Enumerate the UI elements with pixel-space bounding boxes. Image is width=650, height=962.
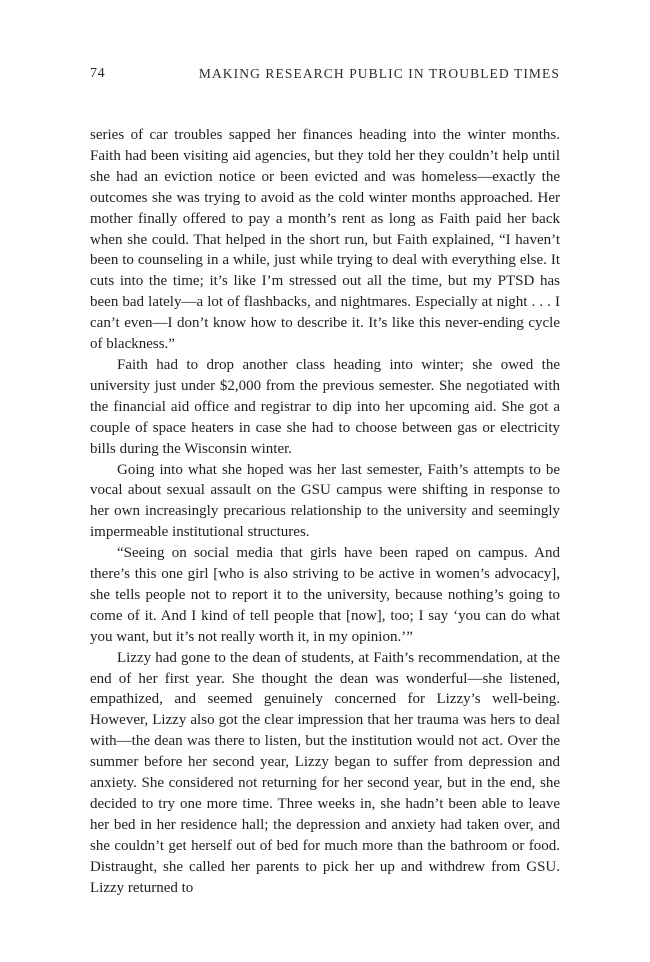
running-head: [90, 66, 560, 88]
page-number: 74: [90, 66, 106, 81]
body-text: [90, 125, 560, 899]
paragraph-5: Lizzy had gone to the dean of students, at Faith’s recommendation, at the end of her first year. She thought the dean was wonderful—she listened, empathized, and seemed genuinely concerned for Lizzy’s well-being. However, Lizzy also got the clear impression that her trauma was hers to deal with—the dean was there to listen, but the institution would not act. Over the summer before her second year, Lizzy began to suffer from depression and anxiety. She considered not returning for her second year, but in the end, she decided to try one more time. Three weeks in, she hadn’t been able to leave her bed in her residence hall; the depression and anxiety had taken over, and she couldn’t get herself out of bed for much more than the bathroom or food. Distraught, she called her parents to pick her up and withdrew from GSU. Lizzy returned to: [90, 649, 560, 896]
paragraph-3: Going into what she hoped was her last semester, Faith’s attempts to be vocal about sexual assault on the GSU campus were shifting in response to her own increasingly precarious relationship to the university and seemingly impermeable institutional structures.: [90, 461, 560, 541]
paragraph-4-quote: “Seeing on social media that girls have been raped on campus. And there’s this one girl [who is also striving to be active in women’s advocacy], she tells people not to report it to the university, because nothing’s going to come of it. And I kind of tell people that [now], too; I say ‘you can do what you want, but it’s not really worth it, in my opinion.’”: [90, 545, 560, 645]
paragraph-1: series of car troubles sapped her finances heading into the winter months. Faith had been visiting aid agencies, but they told her they couldn’t help until she had an eviction notice or been evicted and was homeless—exactly the outcomes she was trying to avoid as the cold winter months approached. Her mother finally offered to pay a month’s rent as long as Faith paid her back when she could. That helped in the short run, but Faith explained, “I haven’t been to counseling in a while, just while trying to deal with everything else. It cuts into the time; it’s like I’m stressed out all the time, but my PTSD has been bad lately—a lot of flashbacks, and nightmares. Especially at night . . . I can’t even—I don’t know how to describe it. It’s like this never-ending cycle of blackness.”: [90, 127, 560, 353]
running-title: MAKING RESEARCH PUBLIC IN TROUBLED TIMES: [198, 66, 560, 81]
paragraph-2: Faith had to drop another class heading into winter; she owed the university just under $2,000 from the previous semester. She negotiated with the financial aid office and registrar to dip into her upcoming aid. She got a couple of space heaters in case she had to choose between gas or electricity bills during the Wisconsin winter.: [90, 356, 560, 457]
